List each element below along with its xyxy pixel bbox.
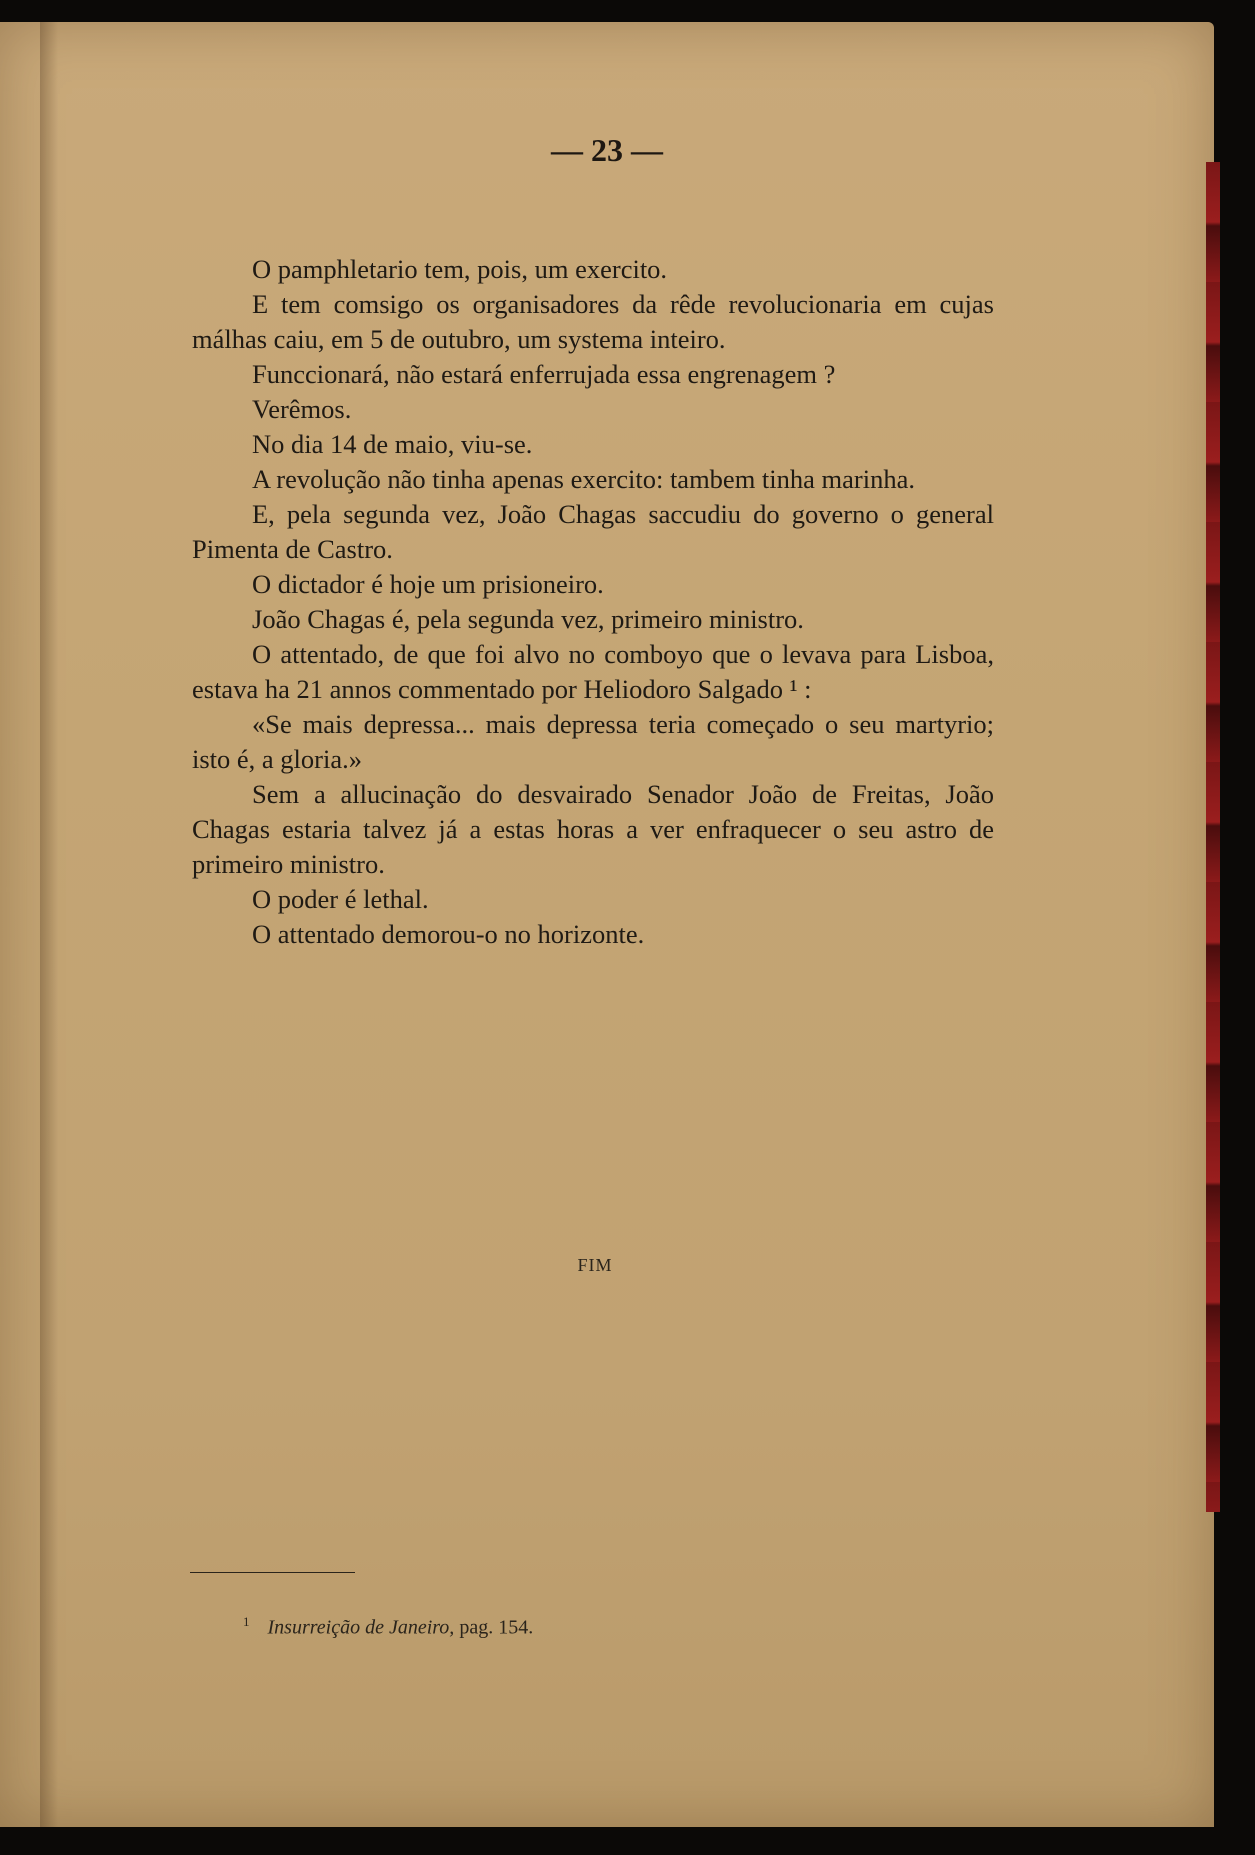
page-number: — 23 — [551,132,663,168]
page-fold-shadow [40,22,58,1827]
paragraph: Sem a allucinação do desvairado Senador João de Freitas, João Chagas estaria talvez já a estas horas a ver enfraquecer o seu astro de primeiro ministro. [192,779,994,879]
paragraph: E, pela segunda vez, João Chagas saccudiu do governo o general Pimenta de Castro. [192,499,994,564]
paragraph: Funccionará, não estará enferrujada essa engrenagem ? [252,359,836,389]
footnote-marker: 1 [243,1614,250,1629]
book-page [0,22,1214,1827]
red-page-edge [1206,162,1220,1512]
footnote-page: pag. 154. [459,1616,534,1639]
footnote [243,1614,533,1640]
paragraph: A revolução não tinha apenas exercito: tambem tinha marinha. [252,464,915,494]
paragraph: E tem comsigo os organisadores da rêde revolucionaria em cujas málhas caiu, em 5 de outubro, um systema inteiro. [192,289,994,354]
body-text [192,252,994,952]
end-mark: FIM [577,1255,613,1275]
paragraph: «Se mais depressa... mais depressa teria começado o seu martyrio; isto é, a gloria.» [192,709,994,774]
paragraph: O attentado demorou-o no horizonte. [252,919,645,949]
paragraph: No dia 14 de maio, viu-se. [252,429,533,459]
paragraph: O pamphletario tem, pois, um exercito. [252,254,668,284]
paragraph: O dictador é hoje um prisioneiro. [252,569,604,599]
footnote-divider [190,1572,355,1573]
paragraph: Verêmos. [252,394,352,424]
paragraph: João Chagas é, pela segunda vez, primeiro ministro. [252,604,804,634]
paragraph: O attentado, de que foi alvo no comboyo que o levava para Lisboa, estava ha 21 annos commentado por Heliodoro Salgado ¹ : [192,639,994,704]
paragraph: O poder é lethal. [252,884,429,914]
footnote-title: Insurreição de Janeiro, [267,1616,455,1639]
